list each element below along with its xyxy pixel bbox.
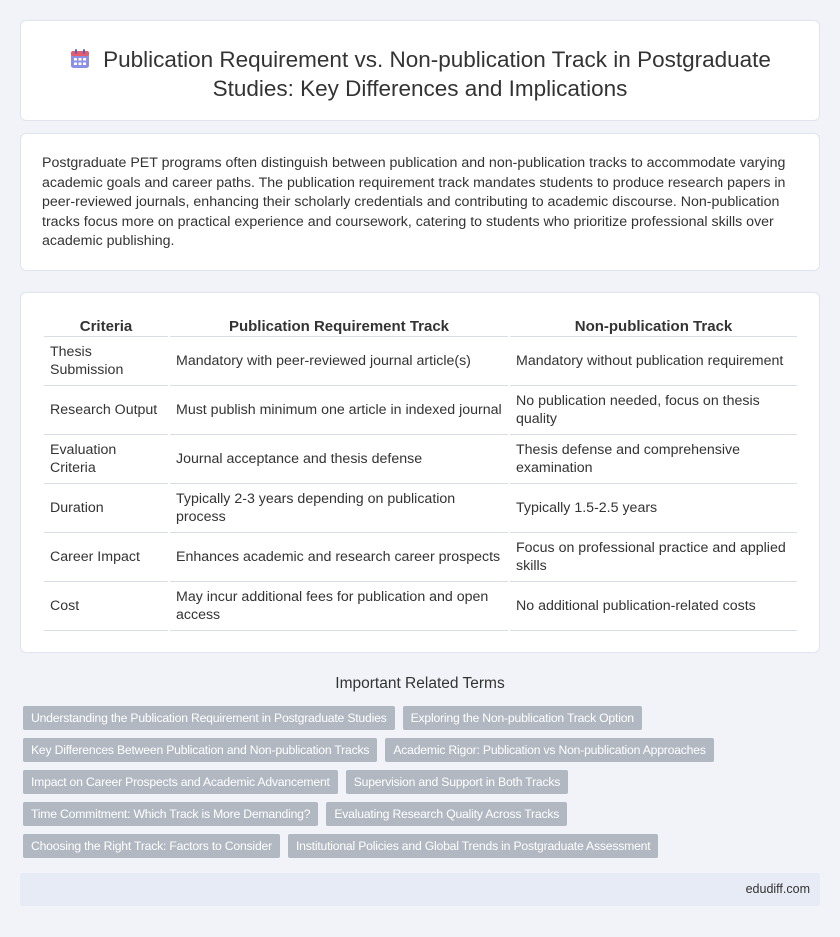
calendar-icon bbox=[69, 48, 91, 70]
table-row bbox=[44, 484, 797, 533]
publication-cell: Typically 2-3 years depending on publication process bbox=[170, 484, 508, 533]
related-term-tag[interactable]: Exploring the Non-publication Track Option bbox=[403, 706, 642, 730]
related-terms-list bbox=[23, 706, 813, 866]
tag-row bbox=[23, 770, 813, 794]
publication-cell: May incur additional fees for publication and open access bbox=[170, 582, 508, 631]
criteria-cell: Thesis Submission bbox=[44, 337, 168, 386]
non-publication-cell: Mandatory without publication requirement bbox=[510, 337, 797, 386]
column-header-publication: Publication Requirement Track bbox=[170, 315, 508, 337]
related-term-tag[interactable]: Academic Rigor: Publication vs Non-publication Approaches bbox=[385, 738, 713, 762]
criteria-cell: Cost bbox=[44, 582, 168, 631]
criteria-cell: Duration bbox=[44, 484, 168, 533]
non-publication-cell: Typically 1.5-2.5 years bbox=[510, 484, 797, 533]
tag-row bbox=[23, 738, 813, 762]
related-term-tag[interactable]: Choosing the Right Track: Factors to Consider bbox=[23, 834, 280, 858]
non-publication-cell: No publication needed, focus on thesis quality bbox=[510, 386, 797, 435]
related-term-tag[interactable]: Supervision and Support in Both Tracks bbox=[346, 770, 568, 794]
publication-cell: Mandatory with peer-reviewed journal article(s) bbox=[170, 337, 508, 386]
intro-paragraph: Postgraduate PET programs often distinguish between publication and non-publication tracks to accommodate varying academic goals and career paths. The publication requirement track mandates students to produce research papers in peer-reviewed journals, enhancing their scholarly credentials and contributing to academic discourse. Non-publication tracks focus more on practical experience and coursework, catering to students who prioritize professional skills over academic publishing. bbox=[42, 155, 786, 250]
page-title bbox=[61, 45, 779, 103]
related-term-tag[interactable]: Key Differences Between Publication and Non-publication Tracks bbox=[23, 738, 377, 762]
column-header-criteria: Criteria bbox=[44, 315, 168, 337]
publication-cell: Journal acceptance and thesis defense bbox=[170, 435, 508, 484]
criteria-cell: Evaluation Criteria bbox=[44, 435, 168, 484]
footer bbox=[20, 873, 820, 906]
related-terms-heading: Important Related Terms bbox=[335, 675, 505, 692]
footer-site-link[interactable]: edudiff.com bbox=[745, 882, 810, 896]
related-term-tag[interactable]: Impact on Career Prospects and Academic Advancement bbox=[23, 770, 338, 794]
comparison-card bbox=[20, 292, 820, 653]
comparison-table bbox=[42, 315, 799, 631]
non-publication-cell: Thesis defense and comprehensive examination bbox=[510, 435, 797, 484]
table-row bbox=[44, 533, 797, 582]
tag-row bbox=[23, 802, 813, 826]
related-term-tag[interactable]: Understanding the Publication Requirement in Postgraduate Studies bbox=[23, 706, 395, 730]
table-row bbox=[44, 582, 797, 631]
related-term-tag[interactable]: Institutional Policies and Global Trends in Postgraduate Assessment bbox=[288, 834, 658, 858]
table-header-row bbox=[44, 315, 797, 337]
column-header-non-publication: Non-publication Track bbox=[510, 315, 797, 337]
table-row bbox=[44, 435, 797, 484]
non-publication-cell: No additional publication-related costs bbox=[510, 582, 797, 631]
publication-cell: Must publish minimum one article in indexed journal bbox=[170, 386, 508, 435]
tag-row bbox=[23, 834, 813, 858]
tag-row bbox=[23, 706, 813, 730]
criteria-cell: Career Impact bbox=[44, 533, 168, 582]
criteria-cell: Research Output bbox=[44, 386, 168, 435]
publication-cell: Enhances academic and research career prospects bbox=[170, 533, 508, 582]
table-row bbox=[44, 337, 797, 386]
title-card bbox=[20, 20, 820, 121]
non-publication-cell: Focus on professional practice and applied skills bbox=[510, 533, 797, 582]
related-term-tag[interactable]: Time Commitment: Which Track is More Demanding? bbox=[23, 802, 318, 826]
page-title-text: Publication Requirement vs. Non-publication Track in Postgraduate Studies: Key Differences and Implications bbox=[103, 47, 771, 101]
related-term-tag[interactable]: Evaluating Research Quality Across Tracks bbox=[326, 802, 567, 826]
table-row bbox=[44, 386, 797, 435]
intro-card bbox=[20, 133, 820, 271]
